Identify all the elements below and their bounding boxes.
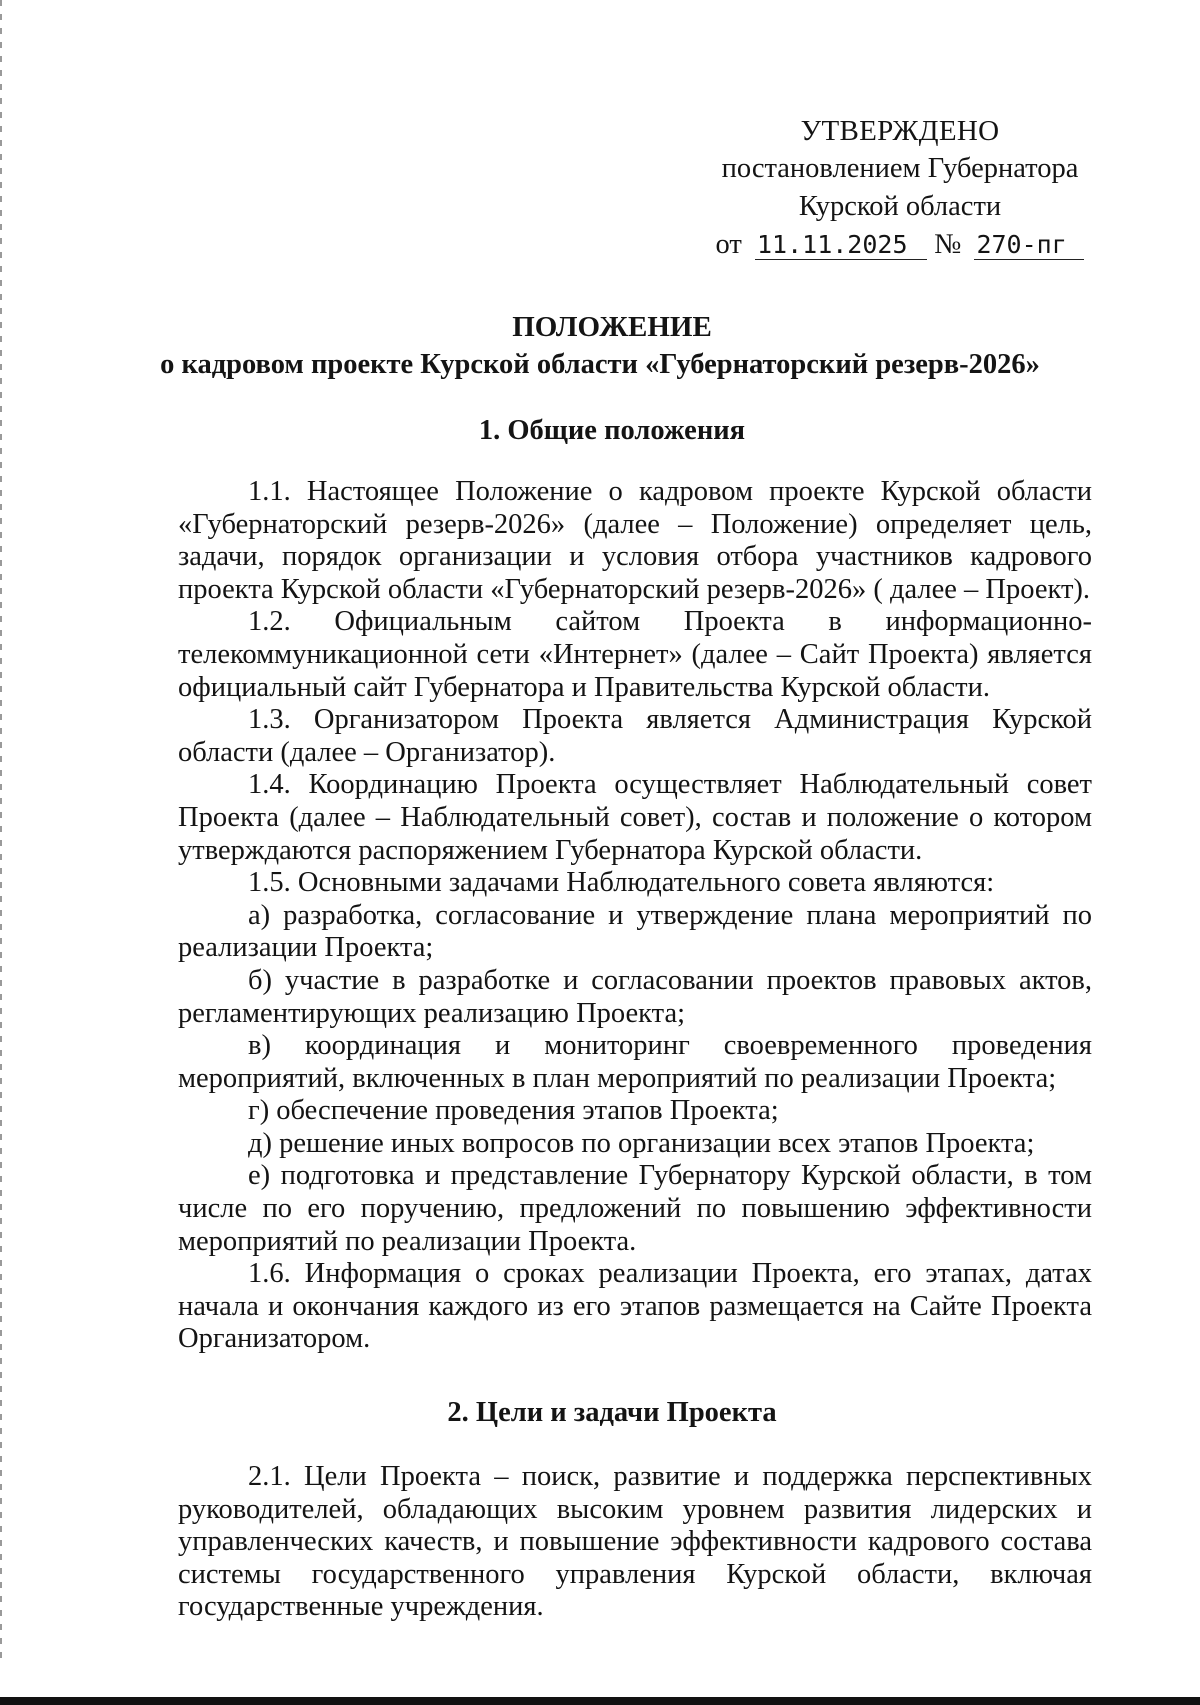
approval-date: 11.11.2025	[755, 231, 927, 260]
approval-number: 270-пг	[974, 231, 1084, 260]
section-2-heading: 2. Цели и задачи Проекта	[447, 1397, 777, 1428]
approval-line-2: Курской области	[798, 191, 1002, 222]
approved-label: УТВЕРЖДЕНО	[800, 115, 1000, 147]
paragraph: 1.6. Информация о сроках реализации Проекта, его этапах, датах начала и окончания каждого из его этапов размещается на Сайте Проекта Организатором.	[178, 1258, 1092, 1355]
document-title-block	[0, 308, 1200, 384]
number-label: №	[934, 229, 962, 260]
from-label: от	[715, 229, 742, 260]
paragraph: 1.4. Координацию Проекта осуществляет Наблюдательный совет Проекта (далее – Наблюдательный совет), состав и положение о котором утверждаются распоряжением Губернатора Курской области.	[178, 769, 1092, 866]
paragraph: 2.1. Цели Проекта – поиск, развитие и поддержка перспективных руководителей, обладающих высоким уровнем развития лидерских и управленческих качеств, и повышение эффективности кадрового состава системы государственного управления Курской области, включая государственные учреждения.	[178, 1461, 1092, 1623]
approval-stamp-block	[700, 112, 1100, 264]
paragraph: 1.2. Официальным сайтом Проекта в информационно-телекоммуникационной сети «Интернет» (далее – Сайт Проекта) является официальный сайт Губернатора и Правительства Курской области.	[178, 606, 1092, 703]
document-title: ПОЛОЖЕНИЕ	[512, 311, 712, 343]
list-item: д) решение иных вопросов по организации всех этапов Проекта;	[248, 1127, 1035, 1159]
list-item: г) обеспечение проведения этапов Проекта;	[248, 1095, 779, 1127]
approval-date-line	[700, 226, 1100, 264]
list-item: б) участие в разработке и согласовании проектов правовых актов, регламентирующих реализацию Проекта;	[178, 964, 1092, 1029]
document-subtitle: о кадровом проекте Курской области «Губернаторский резерв-2026»	[160, 349, 1040, 380]
paragraph: 1.3. Организатором Проекта является Администрация Курской области (далее – Организатор).	[178, 704, 1092, 768]
approval-line-1: постановлением Губернатора	[721, 153, 1079, 184]
scan-bottom-edge	[0, 1697, 1200, 1705]
section-1-body	[178, 476, 1092, 1356]
paragraph: 1.5. Основными задачами Наблюдательного совета являются:	[248, 867, 995, 899]
scan-left-edge	[0, 0, 2, 1665]
section-2-body	[178, 1461, 1092, 1624]
list-item: в) координация и мониторинг своевременного проведения мероприятий, включенных в план мероприятий по реализации Проекта;	[178, 1030, 1092, 1094]
paragraph: 1.1. Настоящее Положение о кадровом проекте Курской области «Губернаторский резерв-2026» (далее – Положение) определяет цель, задачи, порядок организации и условия отбора участников кадрового проекта Курской области «Губернаторский резерв-2026» ( далее – Проект).	[178, 476, 1092, 605]
list-item: а) разработка, согласование и утверждение плана мероприятий по реализации Проекта;	[178, 899, 1092, 964]
list-item: е) подготовка и представление Губернатору Курской области, в том числе по его поручению, предложений по повышению эффективности мероприятий по реализации Проекта.	[178, 1160, 1092, 1257]
section-1-heading: 1. Общие положения	[478, 415, 746, 446]
